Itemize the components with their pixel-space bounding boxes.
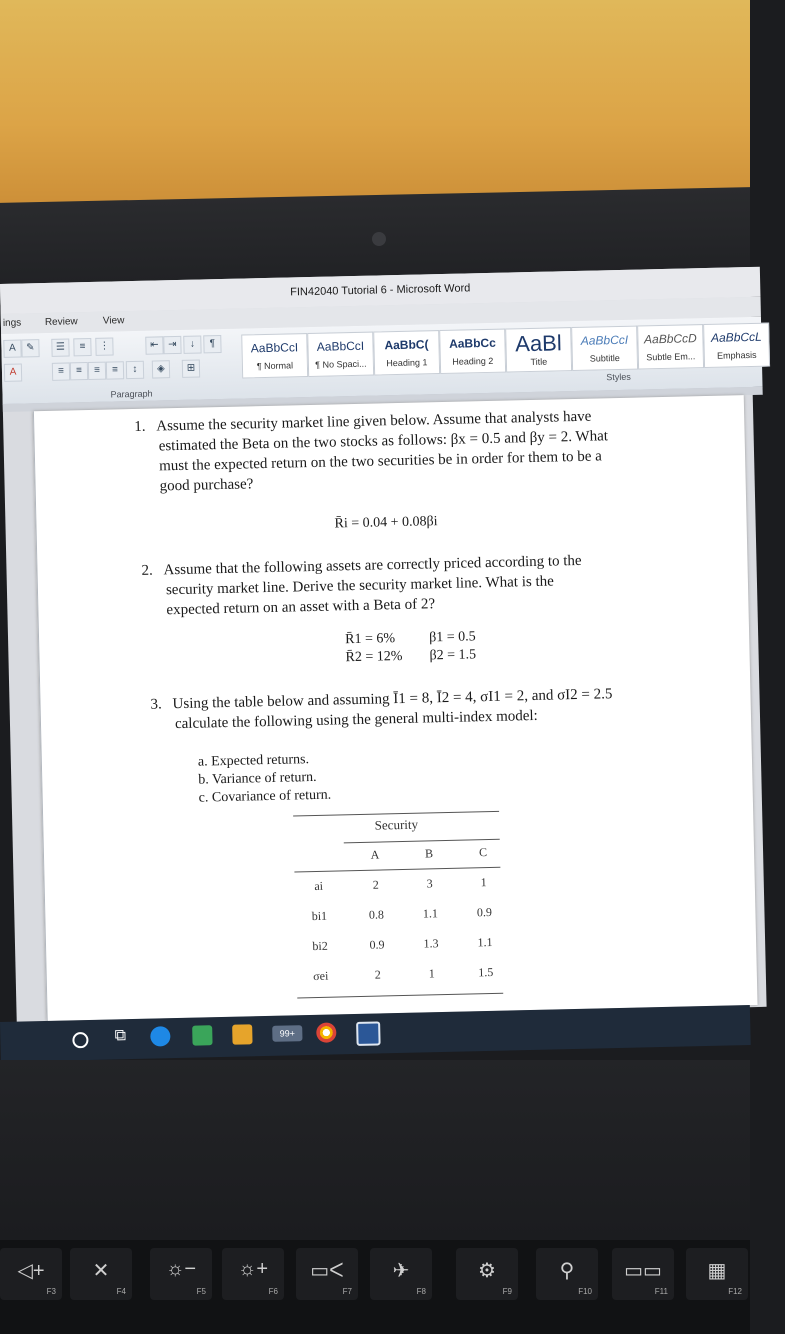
edge-icon[interactable] xyxy=(150,1026,170,1046)
style-normal[interactable]: AaBbCcI ¶ Normal xyxy=(241,333,308,378)
table-header-rule xyxy=(294,867,500,873)
show-marks-icon[interactable]: ¶ xyxy=(203,335,221,353)
row-label: ai xyxy=(314,878,324,894)
table-cell: 2 xyxy=(372,877,379,892)
table-bottom-rule xyxy=(297,993,503,999)
mail-badge[interactable]: 99+ xyxy=(272,1025,302,1042)
table-cell: 0.9 xyxy=(476,905,493,920)
col-header-c: C xyxy=(478,845,488,860)
style-emphasis[interactable]: AaBbCcL Emphasis xyxy=(703,323,770,368)
table-cell: 2 xyxy=(374,967,381,982)
shading-icon[interactable]: ◈ xyxy=(152,360,170,378)
key-f9[interactable]: ⚙ F9 xyxy=(456,1248,518,1300)
align-center-icon[interactable]: ≡ xyxy=(70,362,88,380)
key-f5[interactable]: ☼− F5 xyxy=(150,1248,212,1300)
table-cell: 0.9 xyxy=(369,937,385,952)
paragraph-group-label: Paragraph xyxy=(110,388,153,400)
key-f3[interactable]: ◁+ F3 xyxy=(0,1248,62,1300)
align-left-icon[interactable]: ≡ xyxy=(52,362,70,380)
font-color-icon[interactable]: A xyxy=(4,364,22,382)
key-f7[interactable]: ▭ᐸ F7 xyxy=(296,1248,358,1300)
justify-icon[interactable]: ≡ xyxy=(106,361,124,379)
borders-icon[interactable]: ⊞ xyxy=(182,359,200,377)
task-view-icon[interactable]: ⧉ xyxy=(114,1027,127,1045)
sort-icon[interactable]: ↓ xyxy=(183,335,201,353)
style-heading-2[interactable]: AaBbCc Heading 2 xyxy=(439,329,506,374)
key-f8[interactable]: ✈ F8 xyxy=(370,1248,432,1300)
bullets-icon[interactable]: ☰ xyxy=(51,338,69,356)
line-spacing-icon[interactable]: ↕ xyxy=(126,361,144,379)
asset-2-return: R̄2 = 12% xyxy=(345,648,403,666)
key-f6[interactable]: ☼+ F6 xyxy=(222,1248,284,1300)
item-variance: b. Variance of return. xyxy=(198,769,317,788)
table-cell: 1.1 xyxy=(477,934,493,950)
chrome-icon[interactable] xyxy=(316,1022,336,1042)
table-header-security: Security xyxy=(374,816,419,833)
col-header-a: A xyxy=(370,847,380,862)
search-icon[interactable] xyxy=(72,1032,88,1048)
key-f4[interactable]: ✕ F4 xyxy=(70,1248,132,1300)
word-icon[interactable] xyxy=(356,1021,381,1046)
table-cell: 0.8 xyxy=(368,907,385,922)
row-label: σei xyxy=(313,968,329,984)
style-no-spacing[interactable]: AaBbCcI ¶ No Spaci... xyxy=(307,332,374,377)
style-subtle-emphasis[interactable]: AaBbCcD Subtle Em... xyxy=(637,324,704,369)
row-label: bi1 xyxy=(311,908,328,924)
align-right-icon[interactable]: ≡ xyxy=(88,362,106,380)
font-size-icon[interactable]: A xyxy=(3,340,21,358)
decrease-indent-icon[interactable]: ⇤ xyxy=(145,336,163,354)
style-title[interactable]: AaBl Title xyxy=(505,327,572,372)
table-cell: 1.5 xyxy=(478,964,494,980)
item-covariance: c. Covariance of return. xyxy=(198,787,332,806)
increase-indent-icon[interactable]: ⇥ xyxy=(163,336,181,354)
key-f12[interactable]: ▦ F12 xyxy=(686,1248,748,1300)
question-3: 3. Using the table below and assuming Ī1 = 8, Ī2 = 4, σI1 = 2, and σI2 = 2.5 calculate the following using the general multi-index model: xyxy=(150,686,613,733)
photos-icon[interactable] xyxy=(192,1025,212,1045)
sml-formula: R̄i = 0.04 + 0.08βi xyxy=(334,514,438,532)
file-explorer-icon[interactable] xyxy=(232,1024,252,1044)
key-f10[interactable]: ⚲ F10 xyxy=(536,1248,598,1300)
numbering-icon[interactable]: ≡ xyxy=(73,338,91,356)
row-label: bi2 xyxy=(312,938,328,954)
clear-format-icon[interactable]: ✎ xyxy=(21,339,39,357)
table-cell: 1 xyxy=(428,966,435,981)
key-f11[interactable]: ▭▭ F11 xyxy=(612,1248,674,1300)
col-header-b: B xyxy=(424,846,434,861)
tab-review[interactable]: Review xyxy=(44,316,78,328)
function-key-row xyxy=(0,1240,750,1334)
table-subheader-rule xyxy=(344,839,500,844)
asset-1-return: R̄1 = 6% xyxy=(344,631,396,648)
question-2: 2. Assume that the following assets are correctly priced according to the security market line. Derive the security market line. What is the expected return on an asset with a Beta of 2? xyxy=(141,552,582,619)
table-cell: 1.1 xyxy=(422,906,439,921)
question-1: 1. Assume the security market line given below. Assume that analysts have estimated the Beta on the two stocks as follows: βx = 0.5 and βy = 2. What must the expected return on the two securities be in order for them to be a good purchase? xyxy=(134,408,609,495)
tab-settings[interactable]: ings xyxy=(2,317,22,329)
table-cell: 1 xyxy=(480,875,487,890)
style-subtitle[interactable]: AaBbCcI Subtitle xyxy=(571,326,638,371)
asset-2-beta: β2 = 1.5 xyxy=(429,647,477,664)
styles-group-label: Styles xyxy=(606,371,631,383)
table-cell: 3 xyxy=(426,876,433,891)
table-cell: 1.3 xyxy=(423,936,439,951)
item-expected-returns: a. Expected returns. xyxy=(197,752,310,770)
multilevel-list-icon[interactable]: ⋮ xyxy=(95,337,113,355)
monitor-bezel-bottom xyxy=(0,1060,750,1260)
window-title: FIN42040 Tutorial 6 - Microsoft Word xyxy=(0,267,760,314)
asset-1-beta: β1 = 0.5 xyxy=(428,629,476,646)
tab-view[interactable]: View xyxy=(102,315,125,327)
screen xyxy=(0,267,767,1024)
style-heading-1[interactable]: AaBbC( Heading 1 xyxy=(373,330,440,375)
webcam xyxy=(372,232,386,246)
document-page[interactable] xyxy=(33,395,758,1021)
